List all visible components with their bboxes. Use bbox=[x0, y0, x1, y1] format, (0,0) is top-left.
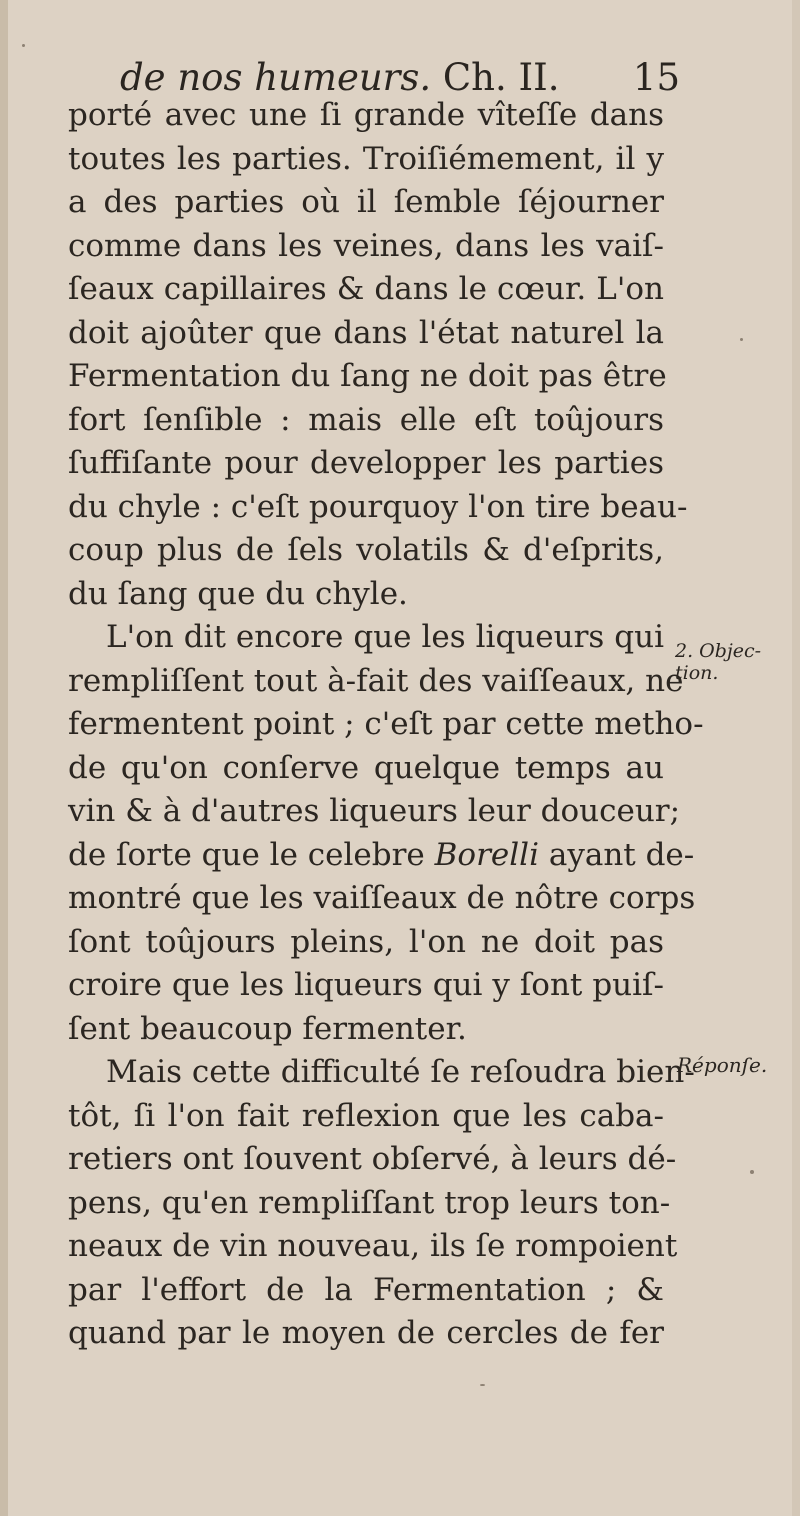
paragraph-start-line: Mais cette difficulté ſe reſoudra bien- bbox=[106, 1054, 695, 1090]
paragraph-end-line: ſent beaucoup fermenter. bbox=[68, 1010, 467, 1047]
page-number: 15 bbox=[632, 56, 680, 99]
text-line: fermentent point ; c'eſt par cette metho- bbox=[68, 706, 704, 742]
paragraph-start-line: L'on dit encore que les liqueurs qui bbox=[106, 619, 664, 655]
text-line: tôt, ſi l'on fait reflexion que les caba- bbox=[68, 1097, 664, 1134]
page-gutter-edge bbox=[0, 0, 8, 1516]
paragraph-end-line: du ſang que du chyle. bbox=[68, 575, 408, 612]
text-line: rempliſſent tout à-fait des vaiſſeaux, ne bbox=[68, 662, 684, 699]
marginal-note-line: tion. bbox=[675, 662, 719, 684]
paper-speck bbox=[740, 338, 743, 341]
text-line: doit ajoûter que dans l'état naturel la bbox=[68, 314, 664, 351]
text-line: vin & à d'autres liqueurs leur douceur; bbox=[68, 793, 681, 829]
paper-speck bbox=[480, 1384, 485, 1386]
page-outer-edge bbox=[792, 0, 800, 1516]
text-line: neaux de vin nouveau, ils ſe rompoient bbox=[68, 1228, 678, 1264]
text-line: pens, qu'en rempliſſant trop leurs ton- bbox=[68, 1184, 671, 1221]
text-line: a des parties où il ſemble ſéjourner bbox=[68, 184, 664, 220]
marginal-note-line: 2. Objec- bbox=[675, 640, 762, 662]
text-line: retiers ont ſouvent obſervé, à leurs dé- bbox=[68, 1141, 677, 1177]
body-text bbox=[68, 94, 704, 1356]
text-line: ſeaux capillaires & dans le cœur. L'on bbox=[68, 271, 664, 307]
text-line: montré que les vaiſſeaux de nôtre corps bbox=[68, 880, 696, 916]
text-line: toutes les parties. Troiſiémement, il y bbox=[68, 140, 664, 177]
text-line: fort ſenſible : mais elle eſt toûjours bbox=[68, 401, 664, 438]
text-line-head: de ſorte que le celebre bbox=[68, 836, 435, 873]
text-line: du chyle : c'eſt pourquoy l'on tire beau- bbox=[68, 488, 688, 525]
text-line: quand par le moyen de cercles de fer bbox=[68, 1315, 664, 1351]
marginal-note-objection bbox=[675, 640, 785, 684]
author-name-borelli: Borelli bbox=[434, 836, 539, 873]
paper-speck bbox=[750, 1170, 754, 1174]
marginal-note-reponse: Réponſe. bbox=[677, 1053, 768, 1077]
text-line: de qu'on conſerve quelque temps au bbox=[68, 749, 664, 786]
text-line-tail: ayant de- bbox=[538, 836, 695, 873]
text-line: coup plus de ſels volatils & d'eſprits, bbox=[68, 532, 664, 568]
paper-speck bbox=[22, 44, 25, 47]
text-line: croire que les liqueurs qui y ſont puiſ- bbox=[68, 967, 664, 1003]
text-line: par l'effort de la Fermentation ; & bbox=[68, 1271, 664, 1308]
text-line: porté avec une ſi grande vîteſſe dans bbox=[68, 97, 664, 133]
text-line: ſont toûjours pleins, l'on ne doit pas bbox=[68, 923, 664, 960]
text-line: ſuffiſante pour developper les parties bbox=[68, 445, 664, 481]
text-line: Fermentation du ſang ne doit pas être bbox=[68, 358, 667, 394]
running-title-chapter: Ch. II. bbox=[431, 56, 560, 99]
text-line-with-name bbox=[68, 834, 695, 878]
running-title-italic: de nos humeurs. bbox=[120, 56, 432, 99]
text-line: comme dans les veines, dans les vaiſ- bbox=[68, 227, 664, 264]
